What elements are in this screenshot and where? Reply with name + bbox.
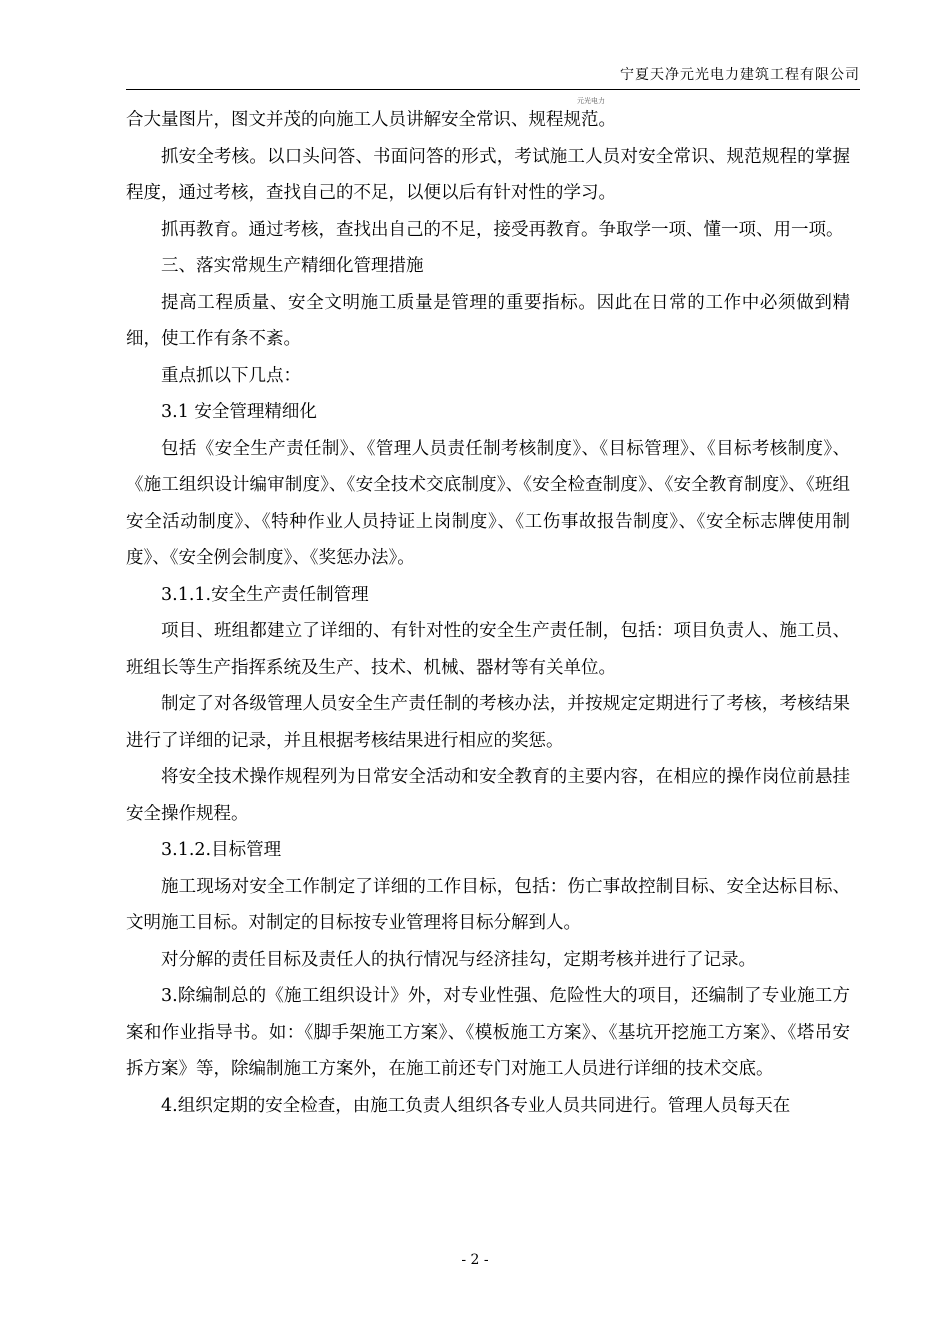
paragraph: 包括《安全生产责任制》、《管理人员责任制考核制度》、《目标管理》、《目标考核制度》、《施工组织设计编审制度》、《安全技术交底制度》、《安全检查制度》、《安全教育制度》、《班组安全活动制度》、《特种作业人员持证上岗制度》、《工伤事故报告制度》、《安全标志牌使用制度》、《安全例会制度》、《奖惩办法》。	[126, 438, 850, 568]
section-heading: 三、落实常规生产精细化管理措施	[161, 256, 424, 276]
paragraph: 对分解的责任目标及责任人的执行情况与经济挂勾，定期考核并进行了记录。	[161, 949, 756, 970]
page-header-company: 宁夏天净元光电力建筑工程有限公司	[620, 67, 860, 83]
paragraph: 施工现场对安全工作制定了详细的工作目标，包括：伤亡事故控制目标、安全达标目标、文明施工目标。对制定的目标按专业管理将目标分解到人。	[126, 876, 850, 933]
paragraph: 制定了对各级管理人员安全生产责任制的考核办法，并按规定定期进行了考核，考核结果进行了详细的记录，并且根据考核结果进行相应的奖惩。	[126, 694, 850, 751]
paragraph: 将安全技术操作规程列为日常安全活动和安全教育的主要内容，在相应的操作岗位前悬挂安全操作规程。	[126, 767, 850, 824]
document-body	[126, 102, 850, 1124]
paragraph: 抓再教育。通过考核，查找出自己的不足，接受再教育。争取学一项、懂一项、用一项。	[161, 219, 844, 240]
subsection-heading: 3.1.1.安全生产责任制管理	[161, 584, 369, 605]
subsection-heading: 3.1 安全管理精细化	[161, 402, 317, 422]
paragraph: 3.除编制总的《施工组织设计》外，对专业性强、危险性大的项目，还编制了专业施工方案和作业指导书。如：《脚手架施工方案》、《模板施工方案》、《基坑开挖施工方案》、《塔吊安拆方案》等，除编制施工方案外，在施工前还专门对施工人员进行详细的技术交底。	[126, 986, 850, 1079]
subsection-heading: 3.1.2.目标管理	[161, 840, 282, 860]
paragraph: 重点抓以下几点：	[161, 365, 301, 386]
paragraph: 4.组织定期的安全检查，由施工负责人组织各专业人员共同进行。管理人员每天在	[161, 1095, 791, 1116]
paragraph: 项目、班组都建立了详细的、有针对性的安全生产责任制，包括：项目负责人、施工员、班组长等生产指挥系统及生产、技术、机械、器材等有关单位。	[126, 621, 850, 678]
paragraph: 提高工程质量、安全文明施工质量是管理的重要指标。因此在日常的工作中必须做到精细，使工作有条不紊。	[126, 292, 850, 349]
page-number: - 2 -	[461, 1252, 489, 1268]
paragraph: 合大量图片，图文并茂的向施工人员讲解安全常识、规程规范。	[126, 110, 616, 130]
watermark-text: 元光电力	[577, 97, 605, 105]
paragraph: 抓安全考核。以口头问答、书面问答的形式，考试施工人员对安全常识、规范规程的掌握程度，通过考核，查找自己的不足，以便以后有针对性的学习。	[126, 146, 850, 203]
header-rule	[126, 89, 860, 90]
